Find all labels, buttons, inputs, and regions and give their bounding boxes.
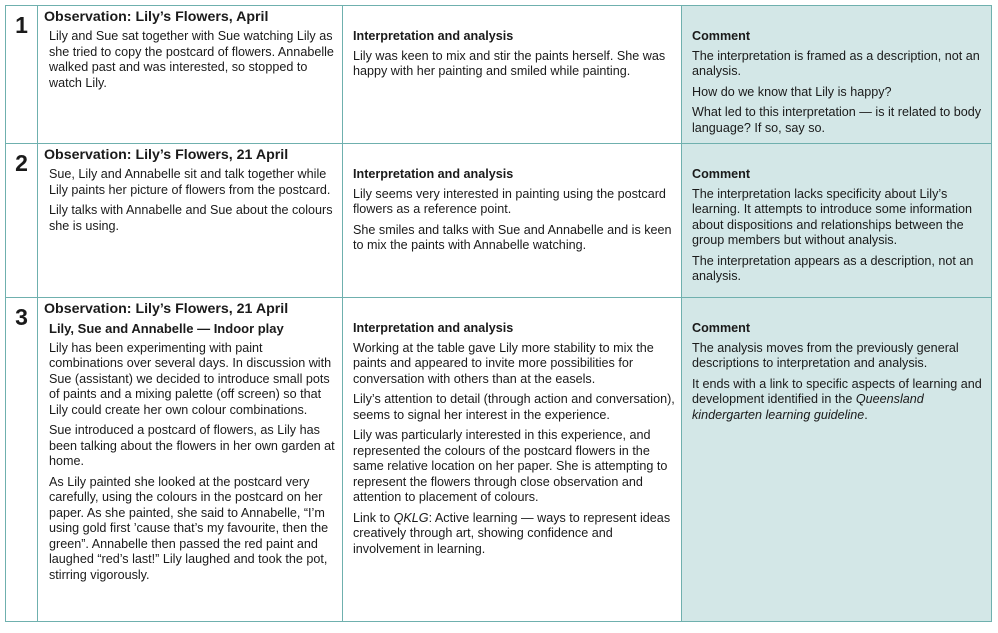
interpretation-heading: Interpretation and analysis [353, 321, 514, 335]
comment-prefix: It ends with a link to specific aspects of learning and development identified in the [692, 376, 982, 406]
comment-text: The interpretation appears as a description, not an analysis. [692, 253, 974, 283]
table-row [6, 144, 992, 298]
qklg-abbrev: QKLG [393, 510, 429, 525]
interpretation-heading: Interpretation and analysis [353, 29, 514, 43]
comment-text [692, 377, 985, 424]
interpretation-text: She smiles and talks with Sue and Annabelle and is keen to mix the paints with Annabelle watching. [353, 222, 672, 252]
observation-text: Lily and Sue sat together with Sue watching Lily as she tried to copy the postcard of flowers. Annabelle walked past and was interested, so stopped to watch Lily. [49, 29, 334, 90]
observation-table [5, 5, 992, 622]
comment-heading: Comment [692, 29, 751, 43]
interpretation-text: Lily was keen to mix and stir the paints herself. She was happy with her painting and smiled while painting. [353, 48, 666, 78]
link-rest: : Active learning — ways to represent ideas creatively through art, showing confidence and involvement in learning. [353, 510, 671, 556]
interpretation-cell [343, 144, 682, 298]
observation-cell [38, 298, 343, 622]
observation-title: Observation: Lily’s Flowers, April [44, 9, 269, 25]
row-number: 1 [6, 6, 38, 144]
observation-title: Observation: Lily’s Flowers, 21 April [44, 147, 289, 163]
comment-text: The analysis moves from the previously general descriptions to interpretation and analysis. [692, 340, 959, 370]
qklg-link-text [353, 511, 675, 558]
observation-cell [38, 144, 343, 298]
table-row [6, 298, 992, 622]
observation-text: Sue, Lily and Annabelle sit and talk together while Lily paints her picture of flowers from the postcard. [49, 167, 331, 197]
observation-title: Observation: Lily’s Flowers, 21 April [44, 301, 289, 317]
comment-text: What led to this interpretation — is it related to body language? If so, say so. [692, 105, 982, 135]
observation-cell [38, 6, 343, 144]
interpretation-text: Lily seems very interested in painting using the postcard flowers as a reference point. [353, 186, 666, 216]
observation-text: As Lily painted she looked at the postcard very carefully, using the colours in the postcard on her paper. As she painted, she said to Annabelle, “I’m using gold first ’cause that’s my favourite, then the green”. Annabelle then passed the red paint and laughed “red’s last!” Lily laughed and took the pot, stirring vigorously. [49, 474, 329, 582]
link-prefix: Link to [353, 510, 394, 525]
comment-heading: Comment [692, 167, 751, 181]
row-number: 2 [6, 144, 38, 298]
comment-cell [682, 298, 992, 622]
observation-subtitle: Lily, Sue and Annabelle — Indoor play [49, 321, 284, 336]
observation-text: Lily has been experimenting with paint combinations over several days. In discussion with Sue (assistant) we decided to introduce small pots of paints and a mixing palette (off screen) so that Lily could create her own colour combinations. [49, 340, 332, 417]
comment-suffix: . [864, 407, 868, 422]
table-row [6, 6, 992, 144]
comment-text: The interpretation lacks specificity about Lily’s learning. It attempts to introduce some information about dispositions and relationships between the group members but without analysis. [692, 186, 973, 247]
comment-text: How do we know that Lily is happy? [692, 84, 892, 99]
interpretation-cell [343, 298, 682, 622]
comment-cell [682, 6, 992, 144]
observation-text: Sue introduced a postcard of flowers, as Lily has been talking about the flowers in her own garden at home. [49, 423, 335, 468]
comment-heading: Comment [692, 321, 751, 335]
observation-text: Lily talks with Annabelle and Sue about the colours she is using. [49, 203, 333, 233]
interpretation-cell [343, 6, 682, 144]
comment-cell [682, 144, 992, 298]
interpretation-heading: Interpretation and analysis [353, 167, 514, 181]
guideline-title: Queensland kindergarten learning guideline [692, 392, 924, 422]
interpretation-text: Lily’s attention to detail (through action and conversation), seems to signal her interest in the experience. [353, 392, 675, 422]
comment-text: The interpretation is framed as a description, not an analysis. [692, 48, 980, 78]
interpretation-text: Working at the table gave Lily more stability to mix the paints and appeared to invite more possibilities for conversation with others than at the easels. [353, 340, 654, 386]
row-number: 3 [6, 298, 38, 622]
interpretation-text: Lily was particularly interested in this experience, and represented the colours of the postcard flowers in the same relative location on her paper. She is attempting to represent the flowers through close observation and attention to placement of colours. [353, 428, 668, 504]
